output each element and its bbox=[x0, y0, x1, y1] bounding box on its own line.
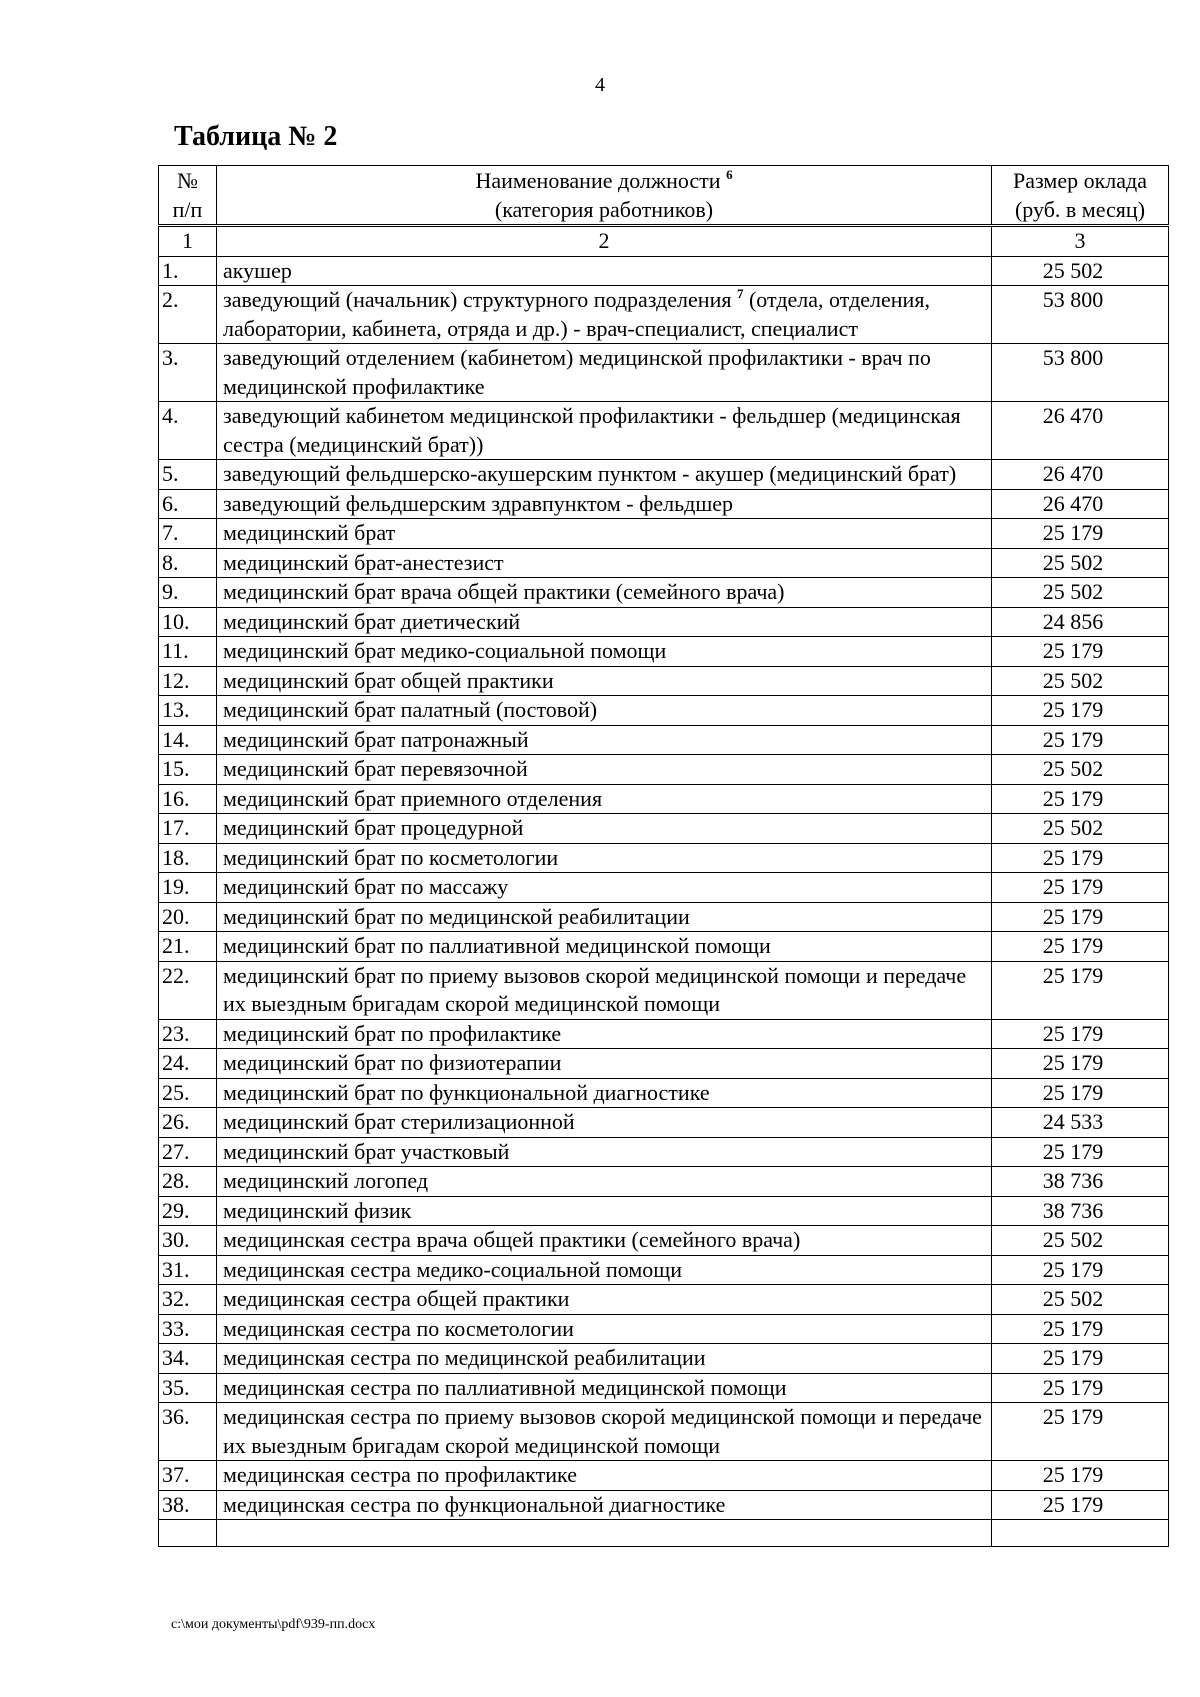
row-number: 22. bbox=[159, 961, 217, 1019]
table-row bbox=[159, 1108, 1169, 1138]
table-row bbox=[159, 873, 1169, 903]
table-row bbox=[159, 1461, 1169, 1491]
row-number: 11. bbox=[159, 637, 217, 667]
table-row bbox=[159, 256, 1169, 286]
table-row bbox=[159, 1019, 1169, 1049]
position-name-text: заведующий (начальник) структурного подразделения bbox=[223, 287, 732, 312]
header-number-cell bbox=[159, 166, 217, 226]
position-name-text-rest: (отдела, отделения, лаборатории, кабинета, отряда и др.) - врач-специалист, специалист bbox=[223, 287, 930, 341]
row-number: 5. bbox=[159, 460, 217, 490]
table-row bbox=[159, 637, 1169, 667]
row-number: 21. bbox=[159, 932, 217, 962]
table-row bbox=[159, 1196, 1169, 1226]
row-salary: 25 179 bbox=[992, 1373, 1169, 1403]
row-position-name bbox=[217, 1490, 992, 1520]
row-position-name bbox=[217, 961, 992, 1019]
table-row bbox=[159, 961, 1169, 1019]
table-row bbox=[159, 1285, 1169, 1315]
row-number: 3. bbox=[159, 344, 217, 402]
row-salary: 25 179 bbox=[992, 519, 1169, 549]
row-salary: 26 470 bbox=[992, 460, 1169, 490]
row-number: 26. bbox=[159, 1108, 217, 1138]
position-name-text: медицинский брат по косметологии bbox=[223, 844, 559, 870]
row-salary: 25 179 bbox=[992, 784, 1169, 814]
table-row bbox=[159, 1314, 1169, 1344]
row-number: 8. bbox=[159, 548, 217, 578]
row-position-name bbox=[217, 666, 992, 696]
row-position-name bbox=[217, 578, 992, 608]
table-row bbox=[159, 1226, 1169, 1256]
header-number-line1: № bbox=[177, 168, 198, 193]
row-number: 20. bbox=[159, 902, 217, 932]
row-salary: 38 736 bbox=[992, 1167, 1169, 1197]
table-row bbox=[159, 1373, 1169, 1403]
position-name-text: заведующий фельдшерско-акушерским пунктом - акушер (медицинский брат) bbox=[223, 461, 957, 486]
position-name-text: медицинский логопед bbox=[223, 1168, 429, 1193]
row-position-name bbox=[217, 1167, 992, 1197]
table-row bbox=[159, 1403, 1169, 1461]
table-row bbox=[159, 607, 1169, 637]
header-salary-cell bbox=[992, 166, 1169, 226]
table-row bbox=[159, 902, 1169, 932]
position-name-text: медицинский брат-анестезист bbox=[223, 549, 504, 575]
row-position-name bbox=[217, 637, 992, 667]
row-position-name bbox=[217, 696, 992, 726]
row-number: 31. bbox=[159, 1255, 217, 1285]
table-row bbox=[159, 755, 1169, 785]
row-position-name bbox=[217, 843, 992, 873]
row-position-name bbox=[217, 932, 992, 962]
table-row bbox=[159, 784, 1169, 814]
row-position-name bbox=[217, 1108, 992, 1138]
row-position-name bbox=[217, 1285, 992, 1315]
row-position-name bbox=[217, 814, 992, 844]
position-name-text: заведующий кабинетом медицинской профилактики - фельдшер (медицинская сестра (медицинский брат)) bbox=[223, 403, 961, 457]
row-salary: 25 179 bbox=[992, 637, 1169, 667]
row-salary: 24 856 bbox=[992, 607, 1169, 637]
row-position-name bbox=[217, 902, 992, 932]
row-number: 23. bbox=[159, 1019, 217, 1049]
empty-cell bbox=[159, 1520, 217, 1547]
position-name-text: медицинский брат по физиотерапии bbox=[223, 1050, 562, 1075]
position-name-text: медицинский брат по приему вызовов скорой медицинской помощи и передаче их выездным бригадам скорой медицинской помощи bbox=[223, 962, 967, 1016]
column-number-2: 2 bbox=[217, 226, 992, 257]
row-number: 6. bbox=[159, 489, 217, 519]
position-name-text: медицинская сестра по паллиативной медицинской помощи bbox=[223, 1374, 787, 1400]
row-number: 13. bbox=[159, 696, 217, 726]
footnote-6-mark: 6 bbox=[726, 167, 733, 182]
row-salary: 25 179 bbox=[992, 961, 1169, 1019]
header-position-line2: (категория работников) bbox=[494, 196, 714, 222]
footer-file-path: c:\мои документы\pdf\939-пп.docx bbox=[171, 1617, 376, 1632]
position-name-text: медицинский брат по профилактике bbox=[223, 1020, 562, 1046]
row-number: 37. bbox=[159, 1461, 217, 1491]
row-position-name bbox=[217, 344, 992, 402]
column-number-row bbox=[159, 226, 1169, 257]
row-position-name bbox=[217, 256, 992, 286]
row-salary: 25 502 bbox=[992, 1285, 1169, 1315]
position-name-text: медицинская сестра врача общей практики (семейного врача) bbox=[223, 1227, 801, 1252]
row-number: 30. bbox=[159, 1226, 217, 1256]
position-name-text: акушер bbox=[223, 257, 292, 283]
position-name-text: медицинский брат по паллиативной медицинской помощи bbox=[223, 933, 771, 958]
row-position-name bbox=[217, 755, 992, 785]
table-row bbox=[159, 1490, 1169, 1520]
row-salary: 25 179 bbox=[992, 1344, 1169, 1374]
table-body bbox=[159, 256, 1169, 1547]
row-position-name bbox=[217, 1344, 992, 1374]
row-number: 1. bbox=[159, 256, 217, 286]
row-number: 18. bbox=[159, 843, 217, 873]
row-number: 2. bbox=[159, 286, 217, 344]
row-salary: 25 179 bbox=[992, 1403, 1169, 1461]
row-number: 27. bbox=[159, 1137, 217, 1167]
header-salary-line2: (руб. в месяц) bbox=[1014, 196, 1146, 222]
row-position-name bbox=[217, 489, 992, 519]
position-name-text: медицинский брат процедурной bbox=[223, 815, 524, 840]
row-salary: 25 179 bbox=[992, 932, 1169, 962]
row-number: 33. bbox=[159, 1314, 217, 1344]
row-salary: 38 736 bbox=[992, 1196, 1169, 1226]
header-number-line2: п/п bbox=[172, 196, 203, 222]
table-row bbox=[159, 932, 1169, 962]
salary-table bbox=[158, 165, 1169, 1547]
row-number: 14. bbox=[159, 725, 217, 755]
row-position-name bbox=[217, 1078, 992, 1108]
column-number-3: 3 bbox=[992, 226, 1169, 257]
empty-cell bbox=[217, 1520, 992, 1547]
row-number: 7. bbox=[159, 519, 217, 549]
position-name-text: заведующий отделением (кабинетом) медицинской профилактики - врач по медицинской профилактике bbox=[223, 345, 931, 399]
row-salary: 25 179 bbox=[992, 1049, 1169, 1079]
row-salary: 53 800 bbox=[992, 286, 1169, 344]
position-name-text: медицинский брат по медицинской реабилитации bbox=[223, 903, 690, 929]
table-row bbox=[159, 725, 1169, 755]
row-salary: 25 502 bbox=[992, 578, 1169, 608]
footnote-7-mark: 7 bbox=[736, 286, 744, 301]
table-row bbox=[159, 1137, 1169, 1167]
position-name-text: медицинский брат по функциональной диагностике bbox=[223, 1079, 710, 1105]
row-number: 10. bbox=[159, 607, 217, 637]
table-row bbox=[159, 1255, 1169, 1285]
row-salary: 25 502 bbox=[992, 256, 1169, 286]
table-row bbox=[159, 402, 1169, 460]
position-name-text: медицинский брат перевязочной bbox=[223, 756, 528, 781]
table-end-row bbox=[159, 1520, 1169, 1547]
position-name-text: медицинский брат участковый bbox=[223, 1138, 510, 1164]
row-position-name bbox=[217, 1255, 992, 1285]
table-row bbox=[159, 578, 1169, 608]
row-number: 9. bbox=[159, 578, 217, 608]
row-position-name bbox=[217, 1461, 992, 1491]
table-row bbox=[159, 1167, 1169, 1197]
position-name-text: медицинский брат палатный (постовой) bbox=[223, 697, 598, 722]
table-title: Таблица № 2 bbox=[174, 121, 338, 152]
row-position-name bbox=[217, 519, 992, 549]
row-salary: 25 179 bbox=[992, 1314, 1169, 1344]
position-name-text: медицинская сестра по косметологии bbox=[223, 1315, 574, 1341]
row-number: 24. bbox=[159, 1049, 217, 1079]
table-row bbox=[159, 460, 1169, 490]
row-number: 29. bbox=[159, 1196, 217, 1226]
row-number: 4. bbox=[159, 402, 217, 460]
table-row bbox=[159, 814, 1169, 844]
row-number: 32. bbox=[159, 1285, 217, 1315]
position-name-text: медицинский брат общей практики bbox=[223, 667, 554, 693]
row-salary: 25 179 bbox=[992, 902, 1169, 932]
row-salary: 25 179 bbox=[992, 725, 1169, 755]
row-number: 17. bbox=[159, 814, 217, 844]
row-salary: 25 179 bbox=[992, 1461, 1169, 1491]
row-position-name bbox=[217, 873, 992, 903]
position-name-text: медицинская сестра по профилактике bbox=[223, 1462, 577, 1487]
row-salary: 25 179 bbox=[992, 696, 1169, 726]
table-row bbox=[159, 696, 1169, 726]
row-position-name bbox=[217, 548, 992, 578]
position-name-text: медицинский брат диетический bbox=[223, 608, 521, 634]
table-row bbox=[159, 519, 1169, 549]
table-row bbox=[159, 489, 1169, 519]
position-name-text: медицинская сестра общей практики bbox=[223, 1286, 570, 1311]
position-name-text: медицинский брат врача общей практики (семейного врача) bbox=[223, 579, 785, 604]
row-salary: 25 502 bbox=[992, 755, 1169, 785]
row-salary: 26 470 bbox=[992, 402, 1169, 460]
row-salary: 25 502 bbox=[992, 666, 1169, 696]
row-position-name bbox=[217, 1226, 992, 1256]
row-position-name bbox=[217, 460, 992, 490]
position-name-text: медицинский физик bbox=[223, 1197, 412, 1223]
row-salary: 25 179 bbox=[992, 1137, 1169, 1167]
row-salary: 26 470 bbox=[992, 489, 1169, 519]
table-row bbox=[159, 344, 1169, 402]
row-number: 36. bbox=[159, 1403, 217, 1461]
row-position-name bbox=[217, 1196, 992, 1226]
row-salary: 25 502 bbox=[992, 1226, 1169, 1256]
position-name-text: медицинский брат по массажу bbox=[223, 874, 509, 899]
row-salary: 25 179 bbox=[992, 1019, 1169, 1049]
row-salary: 53 800 bbox=[992, 344, 1169, 402]
row-number: 19. bbox=[159, 873, 217, 903]
row-salary: 25 502 bbox=[992, 814, 1169, 844]
table-row bbox=[159, 548, 1169, 578]
position-name-text: медицинский брат приемного отделения bbox=[223, 785, 603, 811]
column-number-1: 1 bbox=[159, 226, 217, 257]
position-name-text: медицинский брат патронажный bbox=[223, 726, 529, 752]
header-salary-line1: Размер оклада bbox=[1013, 168, 1147, 193]
position-name-text: медицинская сестра по функциональной диагностике bbox=[223, 1491, 726, 1517]
row-position-name bbox=[217, 725, 992, 755]
row-number: 34. bbox=[159, 1344, 217, 1374]
table-row bbox=[159, 286, 1169, 344]
position-name-text: медицинский брат медико-социальной помощи bbox=[223, 638, 667, 663]
position-name-text: медицинская сестра по приему вызовов скорой медицинской помощи и передаче их выездным бригадам скорой медицинской помощи bbox=[223, 1404, 982, 1458]
table-row bbox=[159, 843, 1169, 873]
row-position-name bbox=[217, 1403, 992, 1461]
position-name-text: медицинская сестра по медицинской реабилитации bbox=[223, 1345, 706, 1370]
row-salary: 25 179 bbox=[992, 1078, 1169, 1108]
row-position-name bbox=[217, 402, 992, 460]
position-name-text: медицинский брат стерилизационной bbox=[223, 1109, 575, 1134]
row-number: 12. bbox=[159, 666, 217, 696]
empty-cell bbox=[992, 1520, 1169, 1547]
row-salary: 25 179 bbox=[992, 1490, 1169, 1520]
position-name-text: медицинский брат bbox=[223, 520, 396, 545]
table-row bbox=[159, 666, 1169, 696]
row-position-name bbox=[217, 607, 992, 637]
row-number: 38. bbox=[159, 1490, 217, 1520]
row-salary: 25 502 bbox=[992, 548, 1169, 578]
row-position-name bbox=[217, 1373, 992, 1403]
row-number: 15. bbox=[159, 755, 217, 785]
row-position-name bbox=[217, 1019, 992, 1049]
position-name-text: заведующий фельдшерским здравпунктом - фельдшер bbox=[223, 490, 734, 516]
row-salary: 25 179 bbox=[992, 843, 1169, 873]
table-row bbox=[159, 1049, 1169, 1079]
row-salary: 25 179 bbox=[992, 1255, 1169, 1285]
position-name-text: медицинская сестра медико-социальной помощи bbox=[223, 1256, 683, 1282]
row-position-name bbox=[217, 1049, 992, 1079]
row-salary: 25 179 bbox=[992, 873, 1169, 903]
row-position-name bbox=[217, 784, 992, 814]
row-number: 25. bbox=[159, 1078, 217, 1108]
row-position-name bbox=[217, 286, 992, 344]
row-position-name bbox=[217, 1314, 992, 1344]
page-number: 4 bbox=[595, 74, 605, 96]
row-salary: 24 533 bbox=[992, 1108, 1169, 1138]
header-position-line1: Наименование должности bbox=[475, 168, 721, 193]
table-row bbox=[159, 1344, 1169, 1374]
row-position-name bbox=[217, 1137, 992, 1167]
row-number: 28. bbox=[159, 1167, 217, 1197]
table-row bbox=[159, 1078, 1169, 1108]
header-position-cell bbox=[217, 166, 992, 226]
table-header-row bbox=[159, 166, 1169, 226]
row-number: 35. bbox=[159, 1373, 217, 1403]
row-number: 16. bbox=[159, 784, 217, 814]
